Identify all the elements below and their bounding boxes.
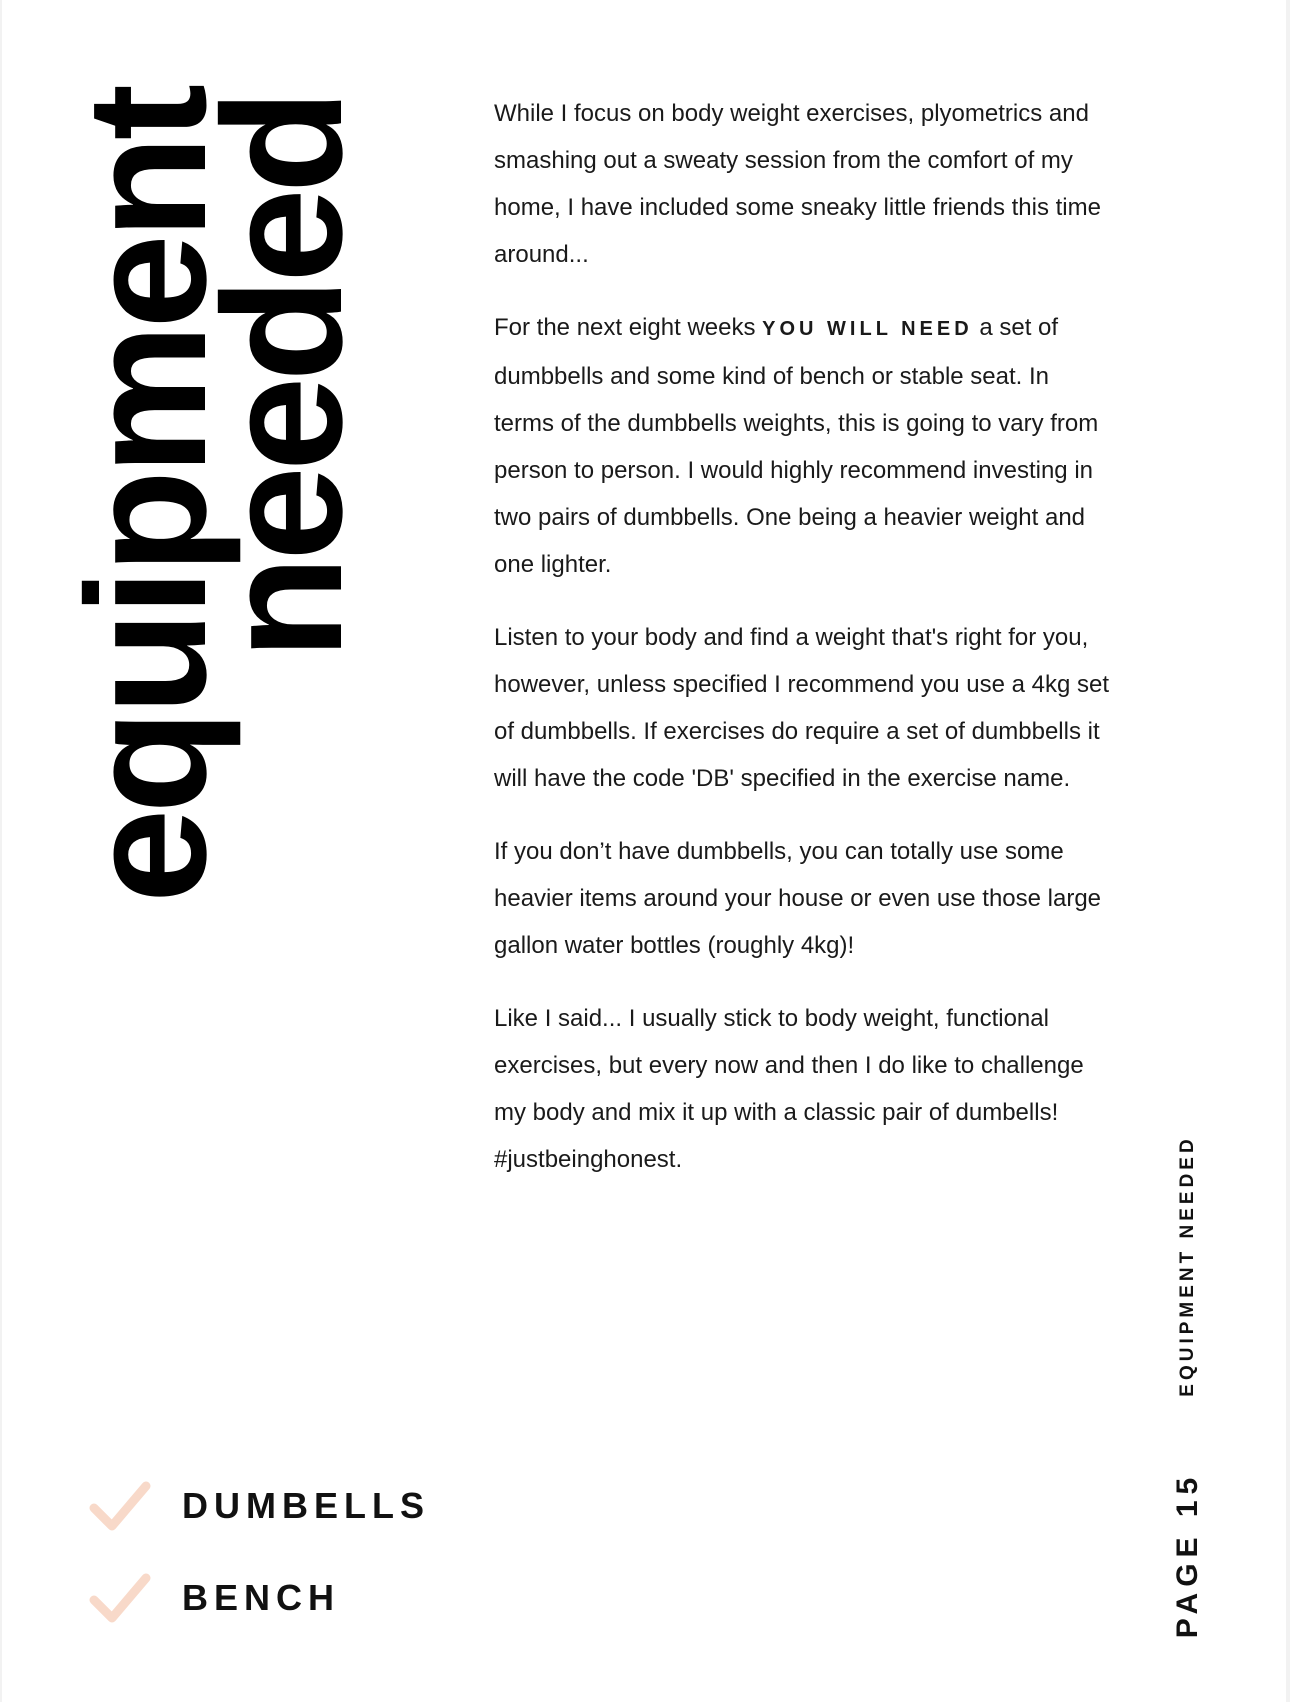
page-title-line-2: needed — [188, 94, 378, 660]
checkmark-icon — [88, 1570, 152, 1626]
checkmark-icon — [88, 1478, 152, 1534]
paragraph-4: If you don’t have dumbbells, you can totally use some heavier items around your house or even use those large gallon water bottles (roughly 4kg)! — [494, 838, 1102, 959]
page-title-line-1: equipment — [52, 88, 242, 904]
paragraph-2-lead: For the next eight weeks — [494, 314, 763, 341]
paragraph-2-rest: a set of dumbbells and some kind of bench or stable seat. In terms of the dumbbells weights, this is going to vary from person to person. I would highly recommend investing in two pairs of dumbbells. One being a heavier weight and one lighter. — [494, 314, 1099, 578]
paragraph-3: Listen to your body and find a weight that's right for you, however, unless specified I recommend you use a 4kg set of dumbbells. If exercises do require a set of dumbbells it will have the code 'DB' specified in the exercise name. — [494, 624, 1109, 792]
paragraph-2 — [494, 304, 1114, 588]
equipment-checklist — [88, 1460, 430, 1644]
checklist-item-dumbells — [88, 1460, 430, 1552]
section-label: EQUIPMENT NEEDED — [1177, 1135, 1198, 1397]
page — [2, 0, 1286, 1702]
checklist-item-label: DUMBELLS — [182, 1485, 430, 1526]
checklist-item-label: BENCH — [182, 1577, 341, 1618]
paragraph-2-emphasis: YOU WILL NEED — [762, 318, 973, 340]
checklist-item-bench — [88, 1552, 430, 1644]
paragraph-1: While I focus on body weight exercises, plyometrics and smashing out a sweaty session from the comfort of my home, I have included some sneaky little friends this time around... — [494, 100, 1101, 268]
paragraph-5: Like I said... I usually stick to body weight, functional exercises, but every now and then I do like to challenge my body and mix it up with a classic pair of dumbells! #justbeinghonest. — [494, 1005, 1084, 1173]
page-number: PAGE 15 — [1171, 1471, 1204, 1639]
body-copy — [494, 90, 1114, 1209]
